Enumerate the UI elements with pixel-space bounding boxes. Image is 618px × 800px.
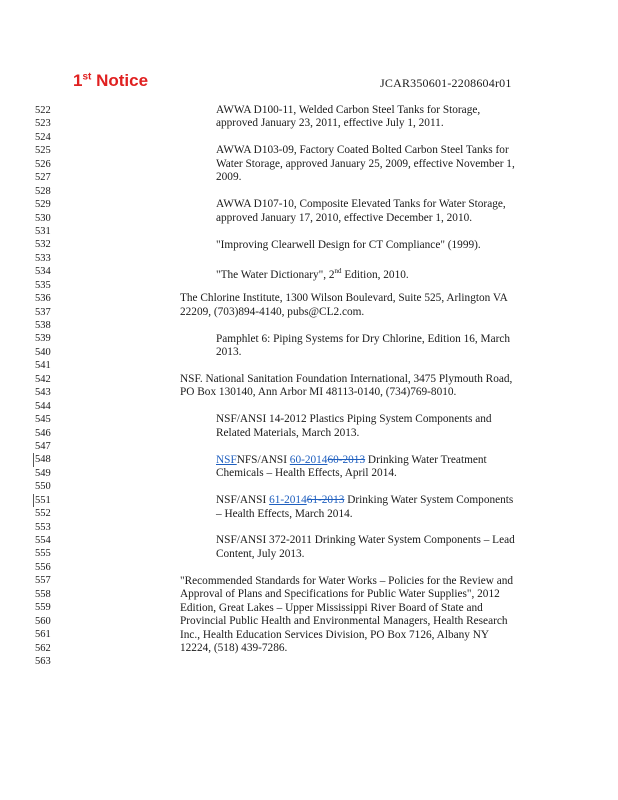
text-line: Water Storage, approved January 25, 2009, effective November 1, [216,157,515,170]
line-number: 536 [35,293,51,305]
text-line: 2009. [216,171,242,184]
text-line: 2013. [216,346,242,359]
line-number: 559 [35,602,51,614]
line-number: 544 [35,400,51,412]
deleted-text: 61-2013 [306,494,345,507]
line-number: 555 [35,548,51,560]
line-number: 533 [35,252,51,264]
text-line: "Recommended Standards for Water Works – Policies for the Review and [180,574,514,587]
text-line: – Health Effects, March 2014. [216,507,353,520]
line-number: 532 [35,239,51,251]
notice-label: 1st Notice [73,71,149,90]
line-number: 526 [35,158,51,170]
line-number: 525 [35,145,51,157]
line-number: 553 [35,521,51,533]
text-line: "Improving Clearwell Design for CT Compliance" (1999). [216,238,481,251]
line-number: 542 [35,373,51,385]
line-number-column [35,104,65,668]
line-number-changed: 551 [33,494,65,507]
text-line: Pamphlet 6: Piping Systems for Dry Chlorine, Edition 16, March [216,332,511,345]
line-number: 545 [35,414,51,426]
line-number: 560 [35,615,51,627]
line-number: 546 [35,427,51,439]
text-line: NSF/ANSI 14-2012 Plastics Piping System Components and [216,413,492,426]
line-number: 527 [35,172,51,184]
text-line: Provincial Public Health and Environmental Managers, Health Research [180,615,508,628]
text-line: Chemicals – Health Effects, April 2014. [216,467,397,480]
text-line: Edition, Great Lakes – Upper Mississippi River Board of State and [180,601,483,614]
line-number: 528 [35,185,51,197]
text-line: Content, July 2013. [216,547,305,560]
line-number: 561 [35,629,51,641]
line-number: 550 [35,481,51,493]
line-number: 538 [35,320,51,331]
text-line: NSF. National Sanitation Foundation International, 3475 Plymouth Road, [180,373,513,385]
line-number: 552 [35,508,51,520]
line-number: 522 [35,105,51,116]
line-number: 543 [35,387,51,399]
document-id: JCAR350601-2208604r01 [380,76,512,90]
inserted-text: 61-2014 [269,494,307,507]
line-number: 531 [35,225,51,237]
text-line-amended: NSF/ANSI 61-201461-2013 Drinking Water System Components [216,494,514,507]
text-line: "The Water Dictionary", 2nd Edition, 2010. [216,267,409,282]
text-line: Related Materials, March 2013. [216,426,360,439]
line-number: 523 [35,118,51,130]
line-number: 541 [35,360,51,372]
inserted-text: NSF [216,453,237,466]
text-line: NSF/ANSI 372-2011 Drinking Water System Components – Lead [216,534,515,547]
text-line-amended: NSFNFS/ANSI 60-201460-2013 Drinking Water Treatment [216,453,487,466]
line-number: 547 [35,440,51,452]
line-number: 530 [35,212,51,224]
text-line: 22209, (703)894-4140, pubs@CL2.com. [180,305,365,318]
line-number: 549 [35,467,51,479]
text-line: approved January 23, 2011, effective July 1, 2011. [216,117,444,130]
line-number-changed: 548 [33,453,65,466]
line-number: 537 [35,306,51,318]
text-line: Inc., Health Education Services Division, PO Box 7126, Albany NY [180,628,490,641]
text-line: 12224, (518) 439-7286. [180,642,288,654]
deleted-text: 60-2013 [327,453,366,466]
text-line: Approval of Plans and Specifications for Public Water Supplies", 2012 [180,588,500,601]
text-line: PO Box 130140, Ann Arbor MI 48113-0140, (734)769-8010. [180,386,457,399]
line-number: 558 [35,588,51,600]
line-number: 529 [35,199,51,211]
text-line: The Chlorine Institute, 1300 Wilson Boulevard, Suite 525, Arlington VA [180,292,508,305]
line-number: 539 [35,333,51,345]
inserted-text: 60-2014 [289,453,328,466]
line-number: 563 [35,655,51,667]
line-number: 562 [35,642,51,654]
line-number: 535 [35,279,51,291]
text-line: approved January 17, 2010, effective December 1, 2010. [216,211,473,224]
line-number: 524 [35,131,51,143]
line-number: 534 [35,266,51,278]
line-number: 554 [35,535,51,546]
text-line: AWWA D100-11, Welded Carbon Steel Tanks for Storage, [216,104,481,116]
text-line: AWWA D103-09, Factory Coated Bolted Carbon Steel Tanks for [216,144,509,157]
line-number: 557 [35,575,51,587]
text-line: AWWA D107-10, Composite Elevated Tanks for Water Storage, [216,198,506,211]
line-number: 556 [35,561,51,573]
line-number: 540 [35,346,51,358]
